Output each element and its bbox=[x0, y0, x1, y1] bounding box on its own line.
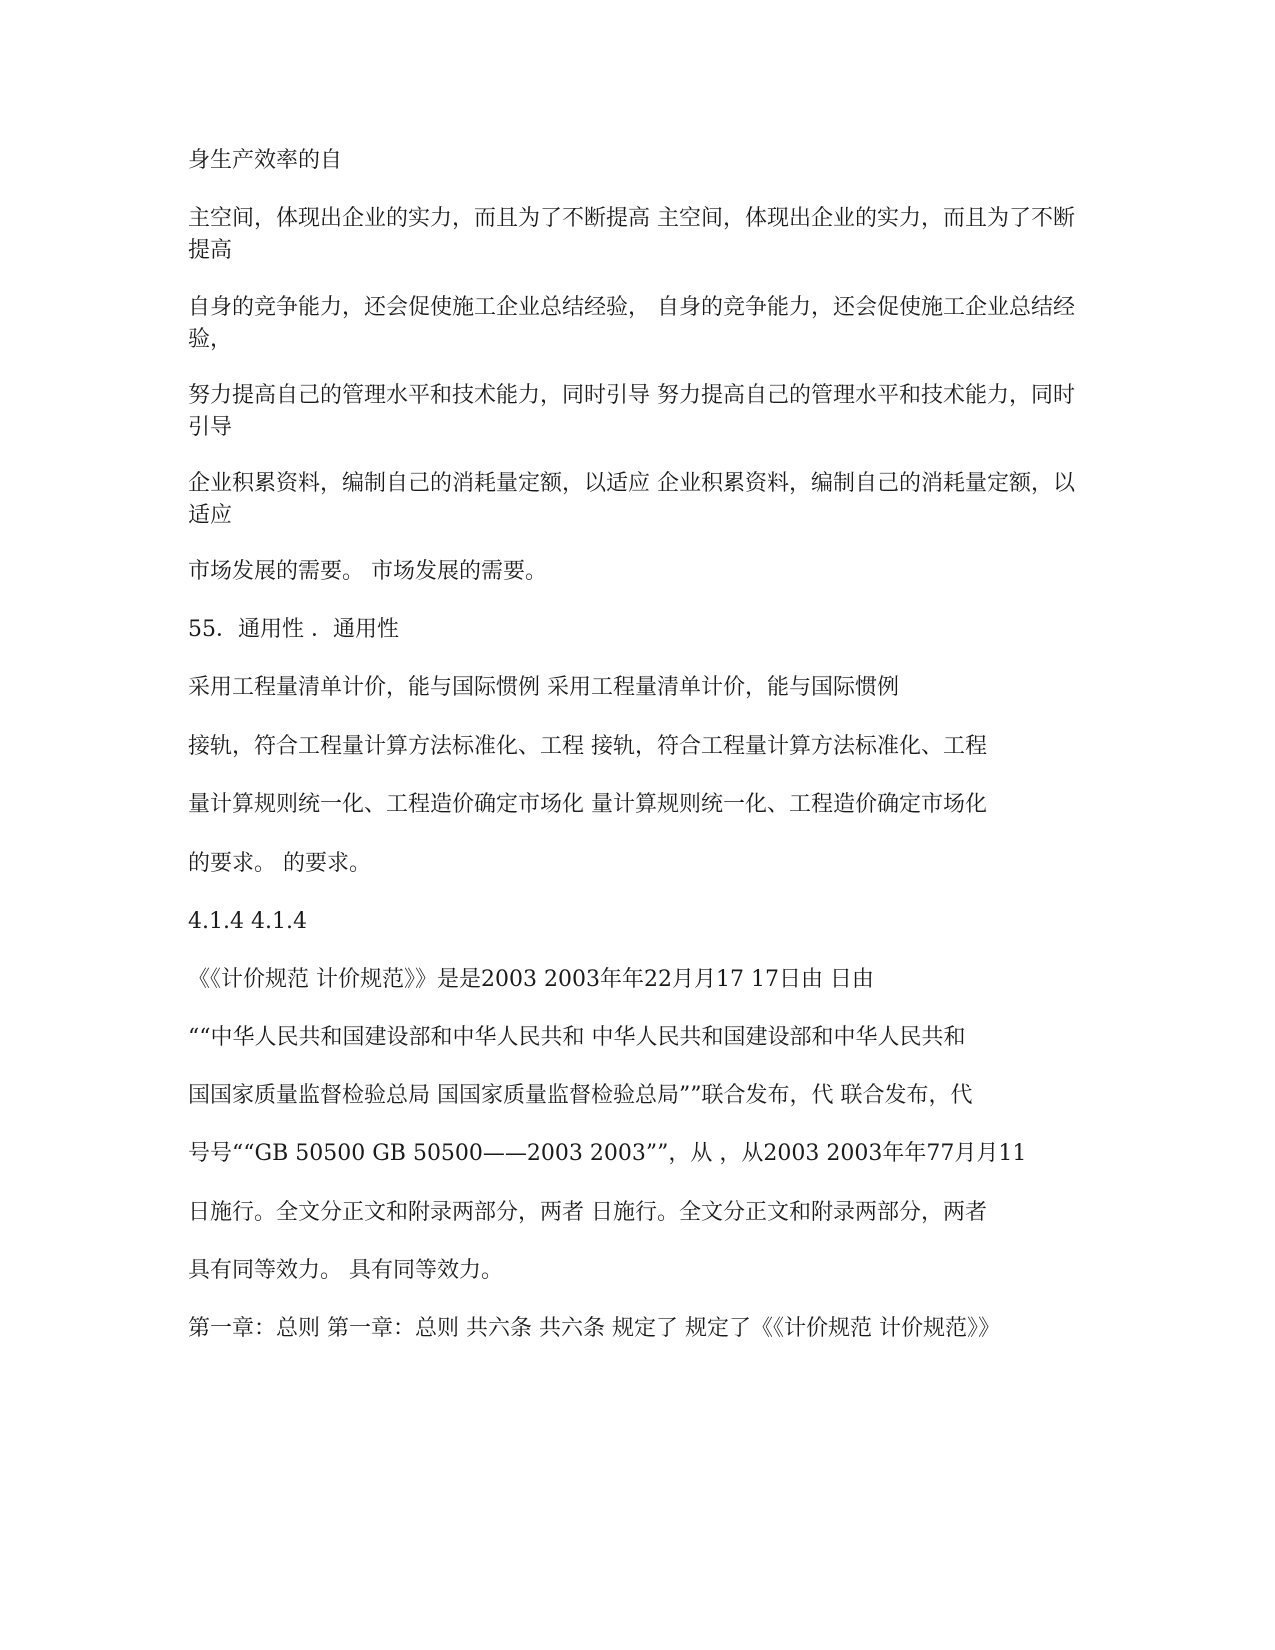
paragraph-7: 55．通用性 ．通用性 bbox=[188, 617, 399, 642]
paragraph-8: 采用工程量清单计价，能与国际惯例 采用工程量清单计价，能与国际惯例 bbox=[188, 675, 899, 700]
paragraph-11: 的要求。 的要求。 bbox=[188, 851, 371, 876]
paragraph-2: 主空间，体现出企业的实力，而且为了不断提高 主空间，体现出企业的实力，而且为了不断提高 bbox=[188, 206, 1075, 263]
paragraph-4: 努力提高自己的管理水平和技术能力，同时引导 努力提高自己的管理水平和技术能力，同时引导 bbox=[188, 383, 1075, 440]
paragraph-10: 量计算规则统一化、工程造价确定市场化 量计算规则统一化、工程造价确定市场化 bbox=[188, 792, 987, 817]
paragraph-16: 号号““GB 50500 GB 50500——2003 2003””，从 ，从2003 2003年年77月月11 bbox=[188, 1141, 1027, 1166]
paragraph-18: 具有同等效力。 具有同等效力。 bbox=[188, 1258, 503, 1283]
paragraph-19: 第一章：总则 第一章：总则 共六条 共六条 规定了 规定了《《计价规范 计价规范》》 bbox=[188, 1316, 1000, 1341]
paragraph-12: 4.1.4 4.1.4 bbox=[188, 909, 307, 934]
paragraph-5: 企业积累资料，编制自己的消耗量定额，以适应 企业积累资料，编制自己的消耗量定额，以适应 bbox=[188, 471, 1075, 528]
paragraph-14: ““中华人民共和国建设部和中华人民共和 中华人民共和国建设部和中华人民共和 bbox=[188, 1025, 966, 1050]
paragraph-3: 自身的竞争能力，还会促使施工企业总结经验， 自身的竞争能力，还会促使施工企业总结经验， bbox=[188, 295, 1075, 352]
paragraph-1: 身生产效率的自 bbox=[188, 148, 343, 173]
paragraph-17: 日施行。全文分正文和附录两部分，两者 日施行。全文分正文和附录两部分，两者 bbox=[188, 1200, 987, 1225]
paragraph-6: 市场发展的需要。 市场发展的需要。 bbox=[188, 559, 547, 584]
paragraph-15: 国国家质量监督检验总局 国国家质量监督检验总局””联合发布，代 联合发布，代 bbox=[188, 1083, 973, 1108]
paragraph-13: 《《计价规范 计价规范》》是是2003 2003年年22月月17 17日由 日由 bbox=[188, 967, 874, 992]
paragraph-9: 接轨，符合工程量计算方法标准化、工程 接轨，符合工程量计算方法标准化、工程 bbox=[188, 734, 987, 759]
